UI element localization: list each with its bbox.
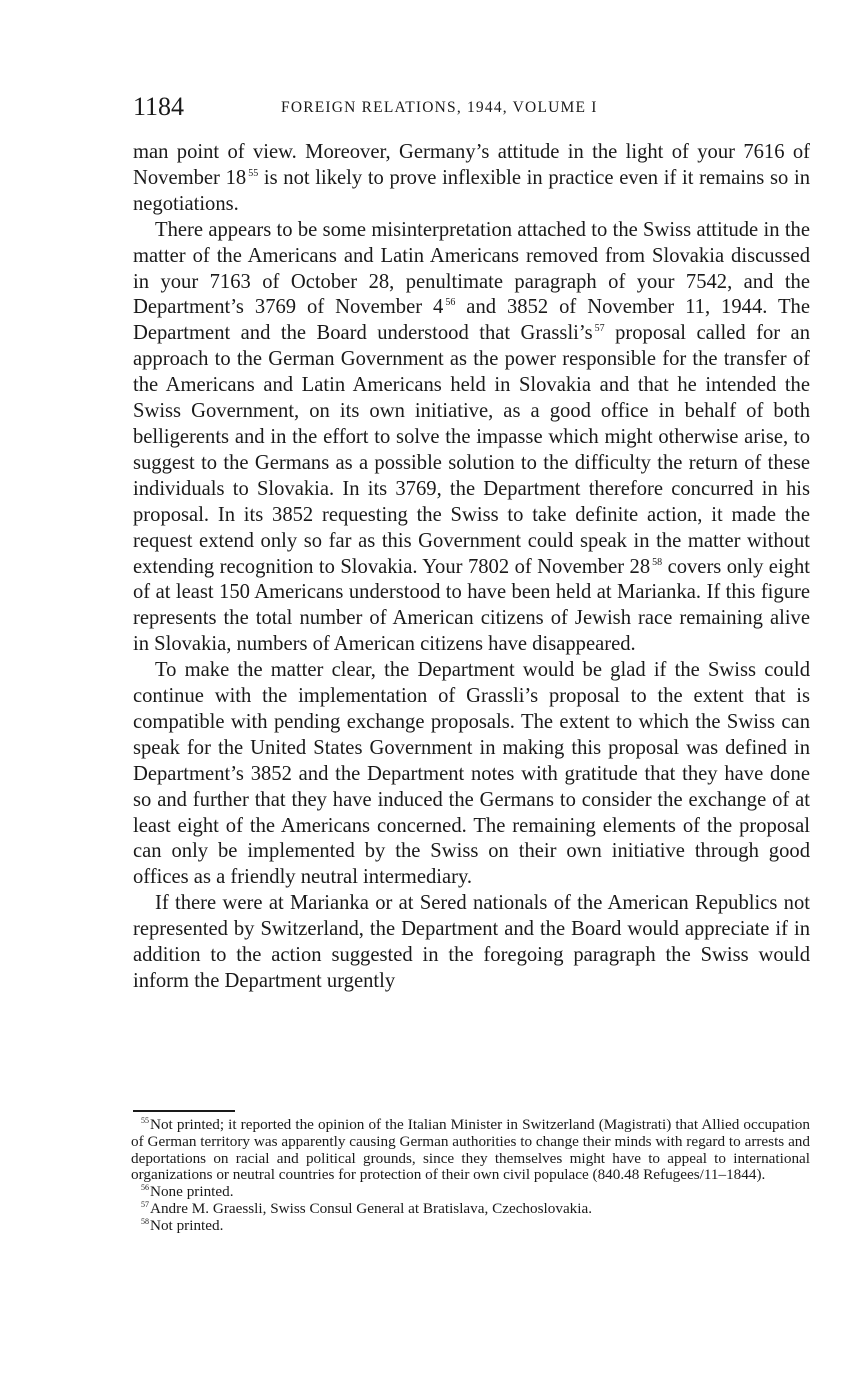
footnote-55	[131, 1117, 810, 1184]
footnotes	[131, 1117, 810, 1235]
paragraph-2-text-a: There appears to be some misinterpretation attached to the Swiss attitude in the matter of the Americans and Latin Americans removed from Slovakia discussed in your 7163 of October 28, penultimate paragraph of your 7542, and the Department’s 3769 of November 4	[133, 218, 810, 319]
footnote-mark: 55	[141, 1116, 149, 1125]
page-header	[133, 92, 813, 122]
footnote-mark: 58	[141, 1216, 149, 1226]
footnote-ref-58: 58	[652, 556, 663, 568]
paragraph-2	[133, 218, 810, 658]
footnote-ref-55: 55	[248, 167, 259, 179]
footnote-58	[131, 1218, 810, 1235]
footnote-57	[131, 1201, 810, 1218]
page-number: 1184	[133, 92, 185, 121]
paragraph-1-text-a: man point of view. Moreover, Germany’s attitude in the light of your 7616 of November 18	[133, 141, 810, 189]
footnote-ref-57: 57	[594, 323, 605, 335]
paragraph-4: If there were at Marianka or at Sered nationals of the American Republics not represented by Switzerland, the Department and the Board would appreciate if in addition to the action suggested in the foregoing paragraph the Swiss would inform the Department urgently	[133, 892, 810, 992]
footnote-text: Not printed; it reported the opinion of the Italian Minister in Switzerland (Magistrati) that Allied occupation of German territory was apparently causing German authorities to change their minds with regard to arrests and deportations on racial and political grounds, since they themselves might have to appeal to international organizations or neutral countries for protection of their own civil populace (840.48 Refugees/11–1844).	[131, 1116, 810, 1184]
paragraph-1	[133, 140, 810, 218]
footnote-divider	[133, 1110, 235, 1112]
paragraph-2-text-b: and 3852 of November 11, 1944. The Department and the Board understood that Grassli’s	[133, 296, 810, 345]
paragraph-2-text-c: proposal called for an approach to the German Government as the power responsible for the transfer of the Americans and Latin Americans held in Slovakia and that he intended the Swiss Government, on its own initiative, as a good office in behalf of both belligerents and in the effort to solve the impasse which might otherwise arise, to suggest to the Germans as a possible solution to the difficulty the return of these individuals to Slovakia. In its 3769, the Department therefore concurred in his proposal. In its 3852 requesting the Swiss to take definite action, it made the request extend only so far as this Government could speak in the matter without extending recognition to Slovakia. Your 7802 of November 28	[133, 322, 810, 578]
footnote-mark: 57	[141, 1199, 149, 1209]
footnote-ref-56: 56	[445, 297, 456, 309]
paragraph-1-text-b: is not likely to prove inflexible in practice even if it remains so in negotiations.	[133, 166, 810, 215]
footnote-text: Not printed.	[150, 1216, 224, 1234]
paragraph-3: To make the matter clear, the Department would be glad if the Swiss could continue with the implementation of Grassli’s proposal to the extent that is compatible with pending exchange proposals. The extent to which the Swiss can speak for the United States Government in making this proposal was defined in Department’s 3852 and the Department notes with gratitude that they have done so and further that they have induced the Germans to consider the exchange of at least eight of the Americans concerned. The remaining elements of the proposal can only be implemented by the Swiss on their own initiative through good offices as a friendly neutral intermediary.	[133, 659, 810, 889]
paragraph-2-text-d: covers only eight of at least 150 Americans understood to have been held at Marianka. If this figure represents the total number of American citizens of Jewish race remaining alive in Slovakia, numbers of American citizens have disappeared.	[133, 555, 810, 656]
footnote-56	[131, 1184, 810, 1201]
footnote-text: Andre M. Graessli, Swiss Consul General at Bratislava, Czechoslovakia.	[150, 1199, 593, 1217]
footnote-text: None printed.	[150, 1183, 234, 1201]
body-text	[133, 140, 810, 995]
footnote-mark: 56	[141, 1183, 149, 1193]
running-head: FOREIGN RELATIONS, 1944, VOLUME I	[281, 99, 598, 116]
